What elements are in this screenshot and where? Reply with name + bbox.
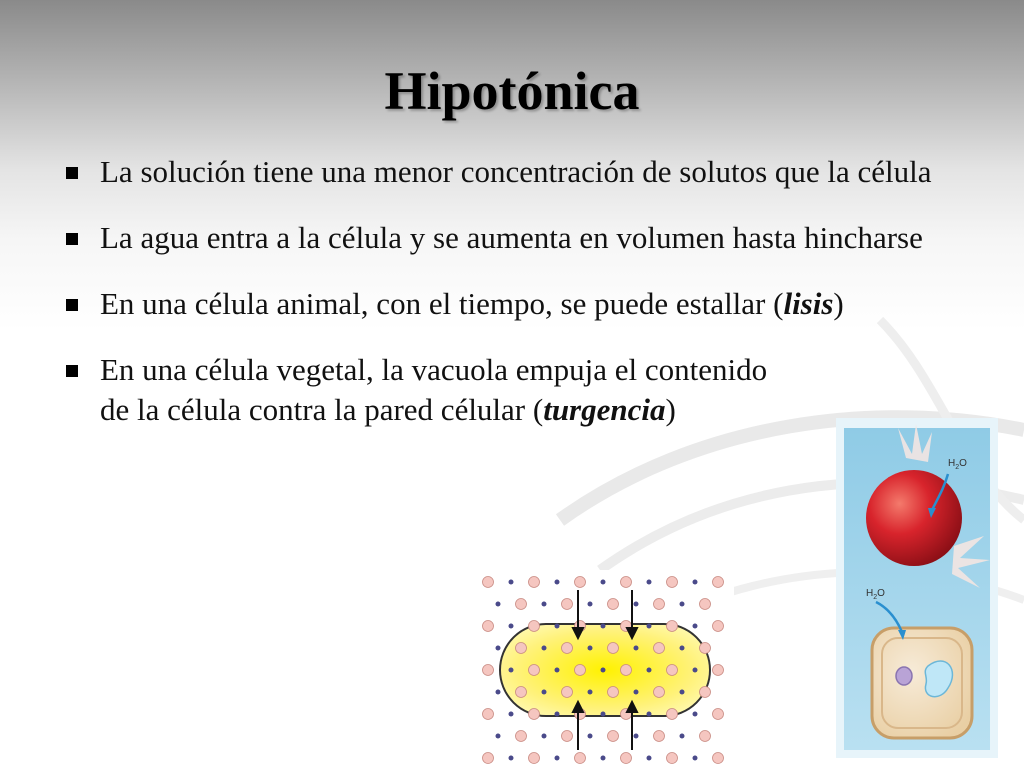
solute-particle [654, 687, 665, 698]
animal-cell-lysis [866, 470, 962, 566]
water-particle [588, 690, 593, 695]
water-particle [693, 712, 698, 717]
water-particle [634, 690, 639, 695]
solute-particle [667, 709, 678, 720]
water-particle [542, 734, 547, 739]
solute-particle [575, 577, 586, 588]
plant-cell-turgor [872, 628, 972, 738]
water-particle [496, 646, 501, 651]
solute-particle [700, 643, 711, 654]
water-particle [647, 624, 652, 629]
solute-particle [575, 753, 586, 764]
bullet-square-icon [66, 233, 78, 245]
water-particle [601, 712, 606, 717]
solute-particle [713, 665, 724, 676]
water-particle [588, 734, 593, 739]
bullet-text: La solución tiene una menor concentración de solutos que la célula [100, 154, 932, 189]
water-particle [542, 690, 547, 695]
water-particle [693, 756, 698, 761]
water-particle [647, 668, 652, 673]
bullet-text-end: ) [665, 392, 676, 427]
water-particle [542, 646, 547, 651]
solute-particle [654, 643, 665, 654]
cells-panel [836, 418, 998, 758]
water-label-top: $H_2O$ [948, 458, 967, 471]
water-particle [693, 668, 698, 673]
nucleus [896, 667, 912, 685]
solute-particle [700, 731, 711, 742]
water-particle [680, 646, 685, 651]
water-particle [693, 624, 698, 629]
bullet-square-icon [66, 167, 78, 179]
water-particle [680, 734, 685, 739]
solute-particle [562, 687, 573, 698]
solute-particle [700, 687, 711, 698]
water-particle [509, 668, 514, 673]
solute-particle [516, 599, 527, 610]
water-particle [601, 668, 606, 673]
water-particle [509, 712, 514, 717]
bullet-square-icon [66, 299, 78, 311]
solute-particle [654, 599, 665, 610]
solute-particle [483, 577, 494, 588]
bullet-text: En una célula vegetal, la vacuola empuja el contenido de la célula contra la pared célular ( [100, 352, 768, 427]
water-particle [496, 690, 501, 695]
bullet-item [62, 284, 962, 324]
water-particle [496, 602, 501, 607]
osmosis-diagram [476, 570, 734, 768]
solute-particle [608, 643, 619, 654]
water-particle [555, 668, 560, 673]
solute-particle [667, 577, 678, 588]
solute-particle [562, 731, 573, 742]
solute-particle [562, 599, 573, 610]
solute-particle [667, 621, 678, 632]
water-particle [634, 646, 639, 651]
water-particle [509, 580, 514, 585]
bullet-item [62, 218, 962, 258]
water-particle [496, 734, 501, 739]
bullet-text: En una célula animal, con el tiempo, se puede estallar ( [100, 286, 784, 321]
water-particle [647, 756, 652, 761]
solute-particle [608, 731, 619, 742]
water-particle [601, 624, 606, 629]
water-particle [680, 690, 685, 695]
solute-particle [608, 599, 619, 610]
solute-particle [483, 753, 494, 764]
solute-particle [667, 753, 678, 764]
solute-particle [608, 687, 619, 698]
water-particle [542, 602, 547, 607]
solute-particle [529, 709, 540, 720]
water-label-bottom: $H_2O$ [866, 588, 885, 601]
water-particle [555, 624, 560, 629]
solute-particle [575, 665, 586, 676]
water-particle [601, 580, 606, 585]
solute-particle [621, 577, 632, 588]
solute-particle [713, 577, 724, 588]
solute-particle [516, 687, 527, 698]
solute-particle [529, 577, 540, 588]
solute-particle [621, 753, 632, 764]
bullet-item [62, 350, 800, 430]
solute-particle [516, 731, 527, 742]
water-particle [555, 580, 560, 585]
bullet-text: La agua entra a la célula y se aumenta en volumen hasta hincharse [100, 220, 923, 255]
bullet-list [62, 152, 962, 456]
bullet-square-icon [66, 365, 78, 377]
solute-particle [516, 643, 527, 654]
water-particle [693, 580, 698, 585]
water-particle [601, 756, 606, 761]
solute-particle [713, 753, 724, 764]
solute-particle [667, 665, 678, 676]
solute-particle [483, 709, 494, 720]
water-particle [555, 712, 560, 717]
bullet-text-end: ) [833, 286, 844, 321]
water-particle [680, 602, 685, 607]
solute-particle [483, 621, 494, 632]
term-lisis: lisis [783, 286, 834, 321]
solute-particle [713, 709, 724, 720]
water-particle [509, 624, 514, 629]
water-particle [588, 646, 593, 651]
solute-particle [529, 665, 540, 676]
term-turgencia: turgencia [543, 392, 666, 427]
water-particle [634, 734, 639, 739]
water-particle [647, 712, 652, 717]
water-particle [634, 602, 639, 607]
solute-particle [621, 665, 632, 676]
solute-particle [483, 665, 494, 676]
water-particle [509, 756, 514, 761]
solute-particle [700, 599, 711, 610]
water-particle [555, 756, 560, 761]
solute-particle [654, 731, 665, 742]
bullet-item [62, 152, 962, 192]
solute-particle [529, 753, 540, 764]
water-particle [588, 602, 593, 607]
water-particle [647, 580, 652, 585]
solute-particle [713, 621, 724, 632]
solute-particle [562, 643, 573, 654]
solute-particle [529, 621, 540, 632]
slide-title: Hipotónica [384, 61, 640, 121]
